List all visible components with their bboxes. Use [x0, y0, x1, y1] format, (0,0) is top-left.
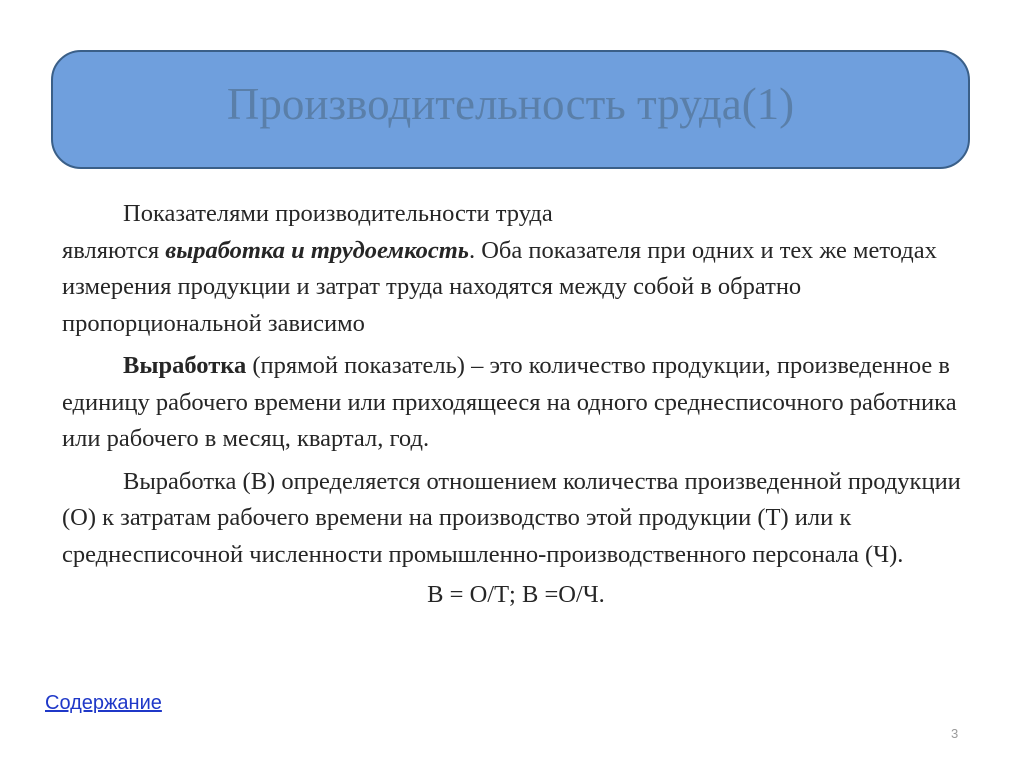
slide-number: 3 [951, 726, 959, 741]
paragraph-output-calculation: Выработка (В) определяется отношением количества произведенной продукции (О) к затратам рабочего времени на производство этой продукции (Т) или к среднесписочной численности промышленно-производственного персонала (Ч). [62, 467, 961, 568]
paragraph-output-definition-text: (прямой показатель) – это количество продукции, произведенное в единицу рабочего времени или приходящееся на одного среднесписочного работника или рабочего в месяц, квартал, год. [62, 352, 957, 452]
paragraph-indicators [62, 196, 962, 342]
slide-body [62, 196, 962, 614]
contents-link[interactable]: Содержание [45, 692, 162, 714]
formula: В = О/Т; В =О/Ч. [427, 581, 605, 608]
paragraph-indicators-lead: являются [62, 236, 166, 264]
term-output: Выработка [123, 352, 247, 379]
slide-title: Производительность труда(1) [226, 78, 795, 129]
paragraph-output-definition [62, 348, 962, 458]
paragraph-indicators-line1: Показателями производительности труда [123, 200, 553, 227]
paragraph-indicators-rest: . Оба показателя при одних и тех же методах измерения продукции и затрат труда находятся между собой в обратно пропорциональной зависимо [62, 236, 937, 337]
emphasis-output-labor-intensity: выработка и трудоемкость [165, 236, 469, 264]
title-banner [51, 50, 970, 169]
